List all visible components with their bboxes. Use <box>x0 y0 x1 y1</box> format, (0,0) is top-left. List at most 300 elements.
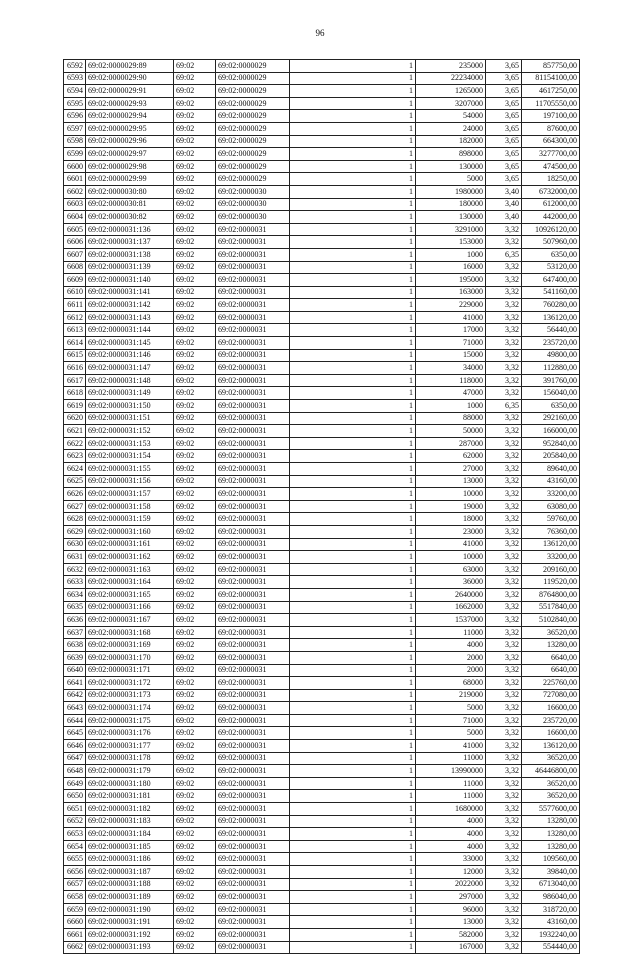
district-code-cell: 69:02 <box>174 588 216 601</box>
cadastral-value-cell: 119520,00 <box>522 576 580 589</box>
rate-value-cell: 3,32 <box>486 777 522 790</box>
table-row <box>64 349 580 362</box>
cadastral-number-cell: 69:02:0000031:151 <box>86 412 174 425</box>
cadastral-number-cell: 69:02:0000031:186 <box>86 853 174 866</box>
area-value-cell: 1662000 <box>416 601 486 614</box>
unit-count-cell: 1 <box>290 500 416 513</box>
cadastral-value-cell: 39840,00 <box>522 866 580 879</box>
unit-count-cell: 1 <box>290 248 416 261</box>
rate-value-cell: 6,35 <box>486 400 522 413</box>
cadastral-value-cell: 6640,00 <box>522 664 580 677</box>
area-value-cell: 5000 <box>416 173 486 186</box>
unit-count-cell: 1 <box>290 349 416 362</box>
area-value-cell: 287000 <box>416 437 486 450</box>
cadastral-number-cell: 69:02:0000031:145 <box>86 337 174 350</box>
rate-value-cell: 3,32 <box>486 261 522 274</box>
rate-value-cell: 3,40 <box>486 185 522 198</box>
cadastral-number-cell: 69:02:0000031:144 <box>86 324 174 337</box>
district-code-cell: 69:02 <box>174 349 216 362</box>
table-row <box>64 626 580 639</box>
unit-count-cell: 1 <box>290 878 416 891</box>
area-value-cell: 118000 <box>416 374 486 387</box>
row-index-cell: 6649 <box>64 777 86 790</box>
unit-count-cell: 1 <box>290 525 416 538</box>
cadastral-number-cell: 69:02:0000031:157 <box>86 488 174 501</box>
district-code-cell: 69:02 <box>174 198 216 211</box>
cadastral-value-cell: 1932240,00 <box>522 928 580 941</box>
row-index-cell: 6622 <box>64 437 86 450</box>
quarter-number-cell: 69:02:0000031 <box>216 463 290 476</box>
quarter-number-cell: 69:02:0000029 <box>216 148 290 161</box>
rate-value-cell: 3,32 <box>486 891 522 904</box>
cadastral-number-cell: 69:02:0000031:162 <box>86 551 174 564</box>
district-code-cell: 69:02 <box>174 135 216 148</box>
unit-count-cell: 1 <box>290 727 416 740</box>
quarter-number-cell: 69:02:0000031 <box>216 588 290 601</box>
district-code-cell: 69:02 <box>174 803 216 816</box>
row-index-cell: 6631 <box>64 551 86 564</box>
row-index-cell: 6662 <box>64 941 86 954</box>
table-row <box>64 677 580 690</box>
district-code-cell: 69:02 <box>174 110 216 123</box>
cadastral-value-cell: 36520,00 <box>522 752 580 765</box>
rate-value-cell: 3,65 <box>486 135 522 148</box>
table-row <box>64 513 580 526</box>
table-row <box>64 740 580 753</box>
cadastral-number-cell: 69:02:0000029:97 <box>86 148 174 161</box>
cadastral-value-cell: 235720,00 <box>522 714 580 727</box>
rate-value-cell: 3,32 <box>486 525 522 538</box>
area-value-cell: 71000 <box>416 714 486 727</box>
unit-count-cell: 1 <box>290 198 416 211</box>
district-code-cell: 69:02 <box>174 903 216 916</box>
rate-value-cell: 3,32 <box>486 538 522 551</box>
district-code-cell: 69:02 <box>174 261 216 274</box>
district-code-cell: 69:02 <box>174 185 216 198</box>
unit-count-cell: 1 <box>290 97 416 110</box>
area-value-cell: 47000 <box>416 387 486 400</box>
unit-count-cell: 1 <box>290 85 416 98</box>
cadastral-number-cell: 69:02:0000031:155 <box>86 463 174 476</box>
cadastral-value-cell: 318720,00 <box>522 903 580 916</box>
unit-count-cell: 1 <box>290 551 416 564</box>
table-row <box>64 777 580 790</box>
quarter-number-cell: 69:02:0000031 <box>216 803 290 816</box>
unit-count-cell: 1 <box>290 324 416 337</box>
cadastral-number-cell: 69:02:0000031:188 <box>86 878 174 891</box>
district-code-cell: 69:02 <box>174 72 216 85</box>
row-index-cell: 6629 <box>64 525 86 538</box>
unit-count-cell: 1 <box>290 362 416 375</box>
unit-count-cell: 1 <box>290 513 416 526</box>
area-value-cell: 17000 <box>416 324 486 337</box>
area-value-cell: 4000 <box>416 828 486 841</box>
cadastral-value-cell: 4617250,00 <box>522 85 580 98</box>
table-row <box>64 664 580 677</box>
quarter-number-cell: 69:02:0000029 <box>216 60 290 73</box>
unit-count-cell: 1 <box>290 148 416 161</box>
row-index-cell: 6607 <box>64 248 86 261</box>
cadastral-value-cell: 33200,00 <box>522 488 580 501</box>
district-code-cell: 69:02 <box>174 614 216 627</box>
district-code-cell: 69:02 <box>174 727 216 740</box>
area-value-cell: 1265000 <box>416 85 486 98</box>
quarter-number-cell: 69:02:0000029 <box>216 135 290 148</box>
table-row <box>64 525 580 538</box>
cadastral-number-cell: 69:02:0000031:138 <box>86 248 174 261</box>
area-value-cell: 4000 <box>416 639 486 652</box>
cadastral-value-cell: 109560,00 <box>522 853 580 866</box>
rate-value-cell: 3,32 <box>486 614 522 627</box>
cadastral-value-cell: 36520,00 <box>522 790 580 803</box>
cadastral-value-cell: 49800,00 <box>522 349 580 362</box>
table-row <box>64 714 580 727</box>
cadastral-value-cell: 16600,00 <box>522 727 580 740</box>
table-row <box>64 639 580 652</box>
rate-value-cell: 3,32 <box>486 563 522 576</box>
unit-count-cell: 1 <box>290 677 416 690</box>
quarter-number-cell: 69:02:0000031 <box>216 941 290 954</box>
table-row <box>64 475 580 488</box>
cadastral-value-cell: 760280,00 <box>522 299 580 312</box>
table-row <box>64 576 580 589</box>
cadastral-number-cell: 69:02:0000031:173 <box>86 689 174 702</box>
row-index-cell: 6658 <box>64 891 86 904</box>
unit-count-cell: 1 <box>290 223 416 236</box>
cadastral-value-cell: 43160,00 <box>522 475 580 488</box>
district-code-cell: 69:02 <box>174 374 216 387</box>
table-row <box>64 538 580 551</box>
rate-value-cell: 3,65 <box>486 97 522 110</box>
quarter-number-cell: 69:02:0000031 <box>216 412 290 425</box>
unit-count-cell: 1 <box>290 463 416 476</box>
district-code-cell: 69:02 <box>174 740 216 753</box>
unit-count-cell: 1 <box>290 714 416 727</box>
row-index-cell: 6610 <box>64 286 86 299</box>
cadastral-number-cell: 69:02:0000031:137 <box>86 236 174 249</box>
rate-value-cell: 3,32 <box>486 740 522 753</box>
district-code-cell: 69:02 <box>174 714 216 727</box>
cadastral-value-cell: 474500,00 <box>522 160 580 173</box>
quarter-number-cell: 69:02:0000031 <box>216 286 290 299</box>
rate-value-cell: 3,32 <box>486 928 522 941</box>
quarter-number-cell: 69:02:0000029 <box>216 97 290 110</box>
row-index-cell: 6652 <box>64 815 86 828</box>
cadastral-number-cell: 69:02:0000031:184 <box>86 828 174 841</box>
quarter-number-cell: 69:02:0000031 <box>216 299 290 312</box>
unit-count-cell: 1 <box>290 803 416 816</box>
cadastral-number-cell: 69:02:0000031:190 <box>86 903 174 916</box>
area-value-cell: 1000 <box>416 400 486 413</box>
rate-value-cell: 3,32 <box>486 500 522 513</box>
district-code-cell: 69:02 <box>174 790 216 803</box>
rate-value-cell: 3,65 <box>486 173 522 186</box>
row-index-cell: 6601 <box>64 173 86 186</box>
district-code-cell: 69:02 <box>174 286 216 299</box>
district-code-cell: 69:02 <box>174 916 216 929</box>
quarter-number-cell: 69:02:0000031 <box>216 639 290 652</box>
area-value-cell: 1000 <box>416 248 486 261</box>
cadastral-number-cell: 69:02:0000031:172 <box>86 677 174 690</box>
table-row <box>64 223 580 236</box>
unit-count-cell: 1 <box>290 702 416 715</box>
unit-count-cell: 1 <box>290 173 416 186</box>
area-value-cell: 41000 <box>416 740 486 753</box>
district-code-cell: 69:02 <box>174 563 216 576</box>
area-value-cell: 54000 <box>416 110 486 123</box>
cadastral-number-cell: 69:02:0000031:150 <box>86 400 174 413</box>
cadastral-number-cell: 69:02:0000031:185 <box>86 840 174 853</box>
table-row <box>64 689 580 702</box>
area-value-cell: 18000 <box>416 513 486 526</box>
cadastral-value-cell: 36520,00 <box>522 777 580 790</box>
row-index-cell: 6632 <box>64 563 86 576</box>
table-row <box>64 928 580 941</box>
table-row <box>64 400 580 413</box>
rate-value-cell: 3,32 <box>486 450 522 463</box>
quarter-number-cell: 69:02:0000031 <box>216 664 290 677</box>
cadastral-number-cell: 69:02:0000031:139 <box>86 261 174 274</box>
row-index-cell: 6644 <box>64 714 86 727</box>
table-row <box>64 299 580 312</box>
cadastral-number-cell: 69:02:0000031:176 <box>86 727 174 740</box>
cadastral-number-cell: 69:02:0000031:179 <box>86 765 174 778</box>
table-row <box>64 601 580 614</box>
row-index-cell: 6613 <box>64 324 86 337</box>
row-index-cell: 6654 <box>64 840 86 853</box>
rate-value-cell: 3,32 <box>486 387 522 400</box>
table-row <box>64 651 580 664</box>
district-code-cell: 69:02 <box>174 702 216 715</box>
unit-count-cell: 1 <box>290 891 416 904</box>
row-index-cell: 6637 <box>64 626 86 639</box>
quarter-number-cell: 69:02:0000029 <box>216 173 290 186</box>
row-index-cell: 6599 <box>64 148 86 161</box>
quarter-number-cell: 69:02:0000031 <box>216 236 290 249</box>
quarter-number-cell: 69:02:0000031 <box>216 563 290 576</box>
cadastral-value-cell: 612000,00 <box>522 198 580 211</box>
district-code-cell: 69:02 <box>174 639 216 652</box>
cadastral-number-cell: 69:02:0000031:182 <box>86 803 174 816</box>
quarter-number-cell: 69:02:0000031 <box>216 324 290 337</box>
unit-count-cell: 1 <box>290 374 416 387</box>
cadastral-number-cell: 69:02:0000031:174 <box>86 702 174 715</box>
district-code-cell: 69:02 <box>174 513 216 526</box>
table-row <box>64 853 580 866</box>
rate-value-cell: 3,65 <box>486 122 522 135</box>
row-index-cell: 6635 <box>64 601 86 614</box>
district-code-cell: 69:02 <box>174 928 216 941</box>
rate-value-cell: 3,32 <box>486 412 522 425</box>
unit-count-cell: 1 <box>290 110 416 123</box>
row-index-cell: 6630 <box>64 538 86 551</box>
district-code-cell: 69:02 <box>174 425 216 438</box>
district-code-cell: 69:02 <box>174 853 216 866</box>
cadastral-value-cell: 13280,00 <box>522 840 580 853</box>
area-value-cell: 297000 <box>416 891 486 904</box>
cadastral-number-cell: 69:02:0000031:152 <box>86 425 174 438</box>
cadastral-number-cell: 69:02:0000031:169 <box>86 639 174 652</box>
cadastral-value-cell: 225760,00 <box>522 677 580 690</box>
cadastral-number-cell: 69:02:0000031:161 <box>86 538 174 551</box>
area-value-cell: 50000 <box>416 425 486 438</box>
rate-value-cell: 3,32 <box>486 651 522 664</box>
area-value-cell: 62000 <box>416 450 486 463</box>
quarter-number-cell: 69:02:0000031 <box>216 614 290 627</box>
district-code-cell: 69:02 <box>174 337 216 350</box>
table-row <box>64 866 580 879</box>
quarter-number-cell: 69:02:0000031 <box>216 337 290 350</box>
rate-value-cell: 3,32 <box>486 374 522 387</box>
quarter-number-cell: 69:02:0000031 <box>216 891 290 904</box>
cadastral-number-cell: 69:02:0000031:180 <box>86 777 174 790</box>
quarter-number-cell: 69:02:0000031 <box>216 828 290 841</box>
table-row <box>64 916 580 929</box>
unit-count-cell: 1 <box>290 236 416 249</box>
unit-count-cell: 1 <box>290 903 416 916</box>
district-code-cell: 69:02 <box>174 891 216 904</box>
row-index-cell: 6659 <box>64 903 86 916</box>
cadastral-value-cell: 33200,00 <box>522 551 580 564</box>
cadastral-number-cell: 69:02:0000031:163 <box>86 563 174 576</box>
area-value-cell: 229000 <box>416 299 486 312</box>
cadastral-value-cell: 13280,00 <box>522 828 580 841</box>
row-index-cell: 6626 <box>64 488 86 501</box>
district-code-cell: 69:02 <box>174 299 216 312</box>
area-value-cell: 130000 <box>416 211 486 224</box>
district-code-cell: 69:02 <box>174 878 216 891</box>
area-value-cell: 5000 <box>416 727 486 740</box>
table-row <box>64 765 580 778</box>
quarter-number-cell: 69:02:0000031 <box>216 777 290 790</box>
table-row <box>64 148 580 161</box>
unit-count-cell: 1 <box>290 853 416 866</box>
cadastral-value-cell: 209160,00 <box>522 563 580 576</box>
table-row <box>64 412 580 425</box>
cadastral-value-cell: 205840,00 <box>522 450 580 463</box>
area-value-cell: 34000 <box>416 362 486 375</box>
area-value-cell: 235000 <box>416 60 486 73</box>
table-row <box>64 941 580 954</box>
table-row <box>64 752 580 765</box>
table-row <box>64 274 580 287</box>
area-value-cell: 10000 <box>416 551 486 564</box>
district-code-cell: 69:02 <box>174 400 216 413</box>
area-value-cell: 4000 <box>416 815 486 828</box>
cadastral-value-cell: 13280,00 <box>522 639 580 652</box>
table-row <box>64 588 580 601</box>
cadastral-value-cell: 46446800,00 <box>522 765 580 778</box>
area-value-cell: 5000 <box>416 702 486 715</box>
rate-value-cell: 3,32 <box>486 903 522 916</box>
cadastral-value-cell: 664300,00 <box>522 135 580 148</box>
quarter-number-cell: 69:02:0000031 <box>216 311 290 324</box>
row-index-cell: 6645 <box>64 727 86 740</box>
cadastral-number-cell: 69:02:0000029:98 <box>86 160 174 173</box>
table-row <box>64 60 580 73</box>
district-code-cell: 69:02 <box>174 387 216 400</box>
rate-value-cell: 3,32 <box>486 941 522 954</box>
table-row <box>64 286 580 299</box>
area-value-cell: 13990000 <box>416 765 486 778</box>
rate-value-cell: 3,32 <box>486 828 522 841</box>
unit-count-cell: 1 <box>290 337 416 350</box>
area-value-cell: 1537000 <box>416 614 486 627</box>
table-row <box>64 450 580 463</box>
area-value-cell: 3291000 <box>416 223 486 236</box>
row-index-cell: 6646 <box>64 740 86 753</box>
area-value-cell: 195000 <box>416 274 486 287</box>
rate-value-cell: 3,65 <box>486 85 522 98</box>
cadastral-value-cell: 166000,00 <box>522 425 580 438</box>
district-code-cell: 69:02 <box>174 60 216 73</box>
rate-value-cell: 3,32 <box>486 639 522 652</box>
row-index-cell: 6655 <box>64 853 86 866</box>
area-value-cell: 11000 <box>416 626 486 639</box>
district-code-cell: 69:02 <box>174 941 216 954</box>
unit-count-cell: 1 <box>290 261 416 274</box>
rate-value-cell: 3,65 <box>486 110 522 123</box>
row-index-cell: 6648 <box>64 765 86 778</box>
cadastral-value-cell: 63080,00 <box>522 500 580 513</box>
rate-value-cell: 3,32 <box>486 324 522 337</box>
area-value-cell: 36000 <box>416 576 486 589</box>
quarter-number-cell: 69:02:0000031 <box>216 727 290 740</box>
area-value-cell: 219000 <box>416 689 486 702</box>
row-index-cell: 6624 <box>64 463 86 476</box>
cadastral-value-cell: 554440,00 <box>522 941 580 954</box>
quarter-number-cell: 69:02:0000029 <box>216 110 290 123</box>
cadastral-value-cell: 8764800,00 <box>522 588 580 601</box>
area-value-cell: 1680000 <box>416 803 486 816</box>
quarter-number-cell: 69:02:0000031 <box>216 274 290 287</box>
quarter-number-cell: 69:02:0000029 <box>216 160 290 173</box>
cadastral-number-cell: 69:02:0000031:168 <box>86 626 174 639</box>
district-code-cell: 69:02 <box>174 651 216 664</box>
rate-value-cell: 3,32 <box>486 488 522 501</box>
cadastral-number-cell: 69:02:0000031:175 <box>86 714 174 727</box>
cadastral-number-cell: 69:02:0000031:149 <box>86 387 174 400</box>
rate-value-cell: 3,32 <box>486 727 522 740</box>
district-code-cell: 69:02 <box>174 677 216 690</box>
cadastral-number-cell: 69:02:0000029:99 <box>86 173 174 186</box>
quarter-number-cell: 69:02:0000031 <box>216 689 290 702</box>
unit-count-cell: 1 <box>290 664 416 677</box>
quarter-number-cell: 69:02:0000031 <box>216 362 290 375</box>
table-row <box>64 337 580 350</box>
unit-count-cell: 1 <box>290 840 416 853</box>
area-value-cell: 2000 <box>416 664 486 677</box>
unit-count-cell: 1 <box>290 488 416 501</box>
row-index-cell: 6612 <box>64 311 86 324</box>
district-code-cell: 69:02 <box>174 463 216 476</box>
cadastral-value-cell: 442000,00 <box>522 211 580 224</box>
cadastral-number-cell: 69:02:0000031:192 <box>86 928 174 941</box>
area-value-cell: 4000 <box>416 840 486 853</box>
unit-count-cell: 1 <box>290 689 416 702</box>
district-code-cell: 69:02 <box>174 488 216 501</box>
quarter-number-cell: 69:02:0000031 <box>216 916 290 929</box>
district-code-cell: 69:02 <box>174 248 216 261</box>
page-number: 96 <box>315 28 325 38</box>
rate-value-cell: 3,32 <box>486 475 522 488</box>
district-code-cell: 69:02 <box>174 148 216 161</box>
cadastral-value-cell: 5102840,00 <box>522 614 580 627</box>
area-value-cell: 2640000 <box>416 588 486 601</box>
quarter-number-cell: 69:02:0000031 <box>216 815 290 828</box>
quarter-number-cell: 69:02:0000030 <box>216 211 290 224</box>
unit-count-cell: 1 <box>290 450 416 463</box>
